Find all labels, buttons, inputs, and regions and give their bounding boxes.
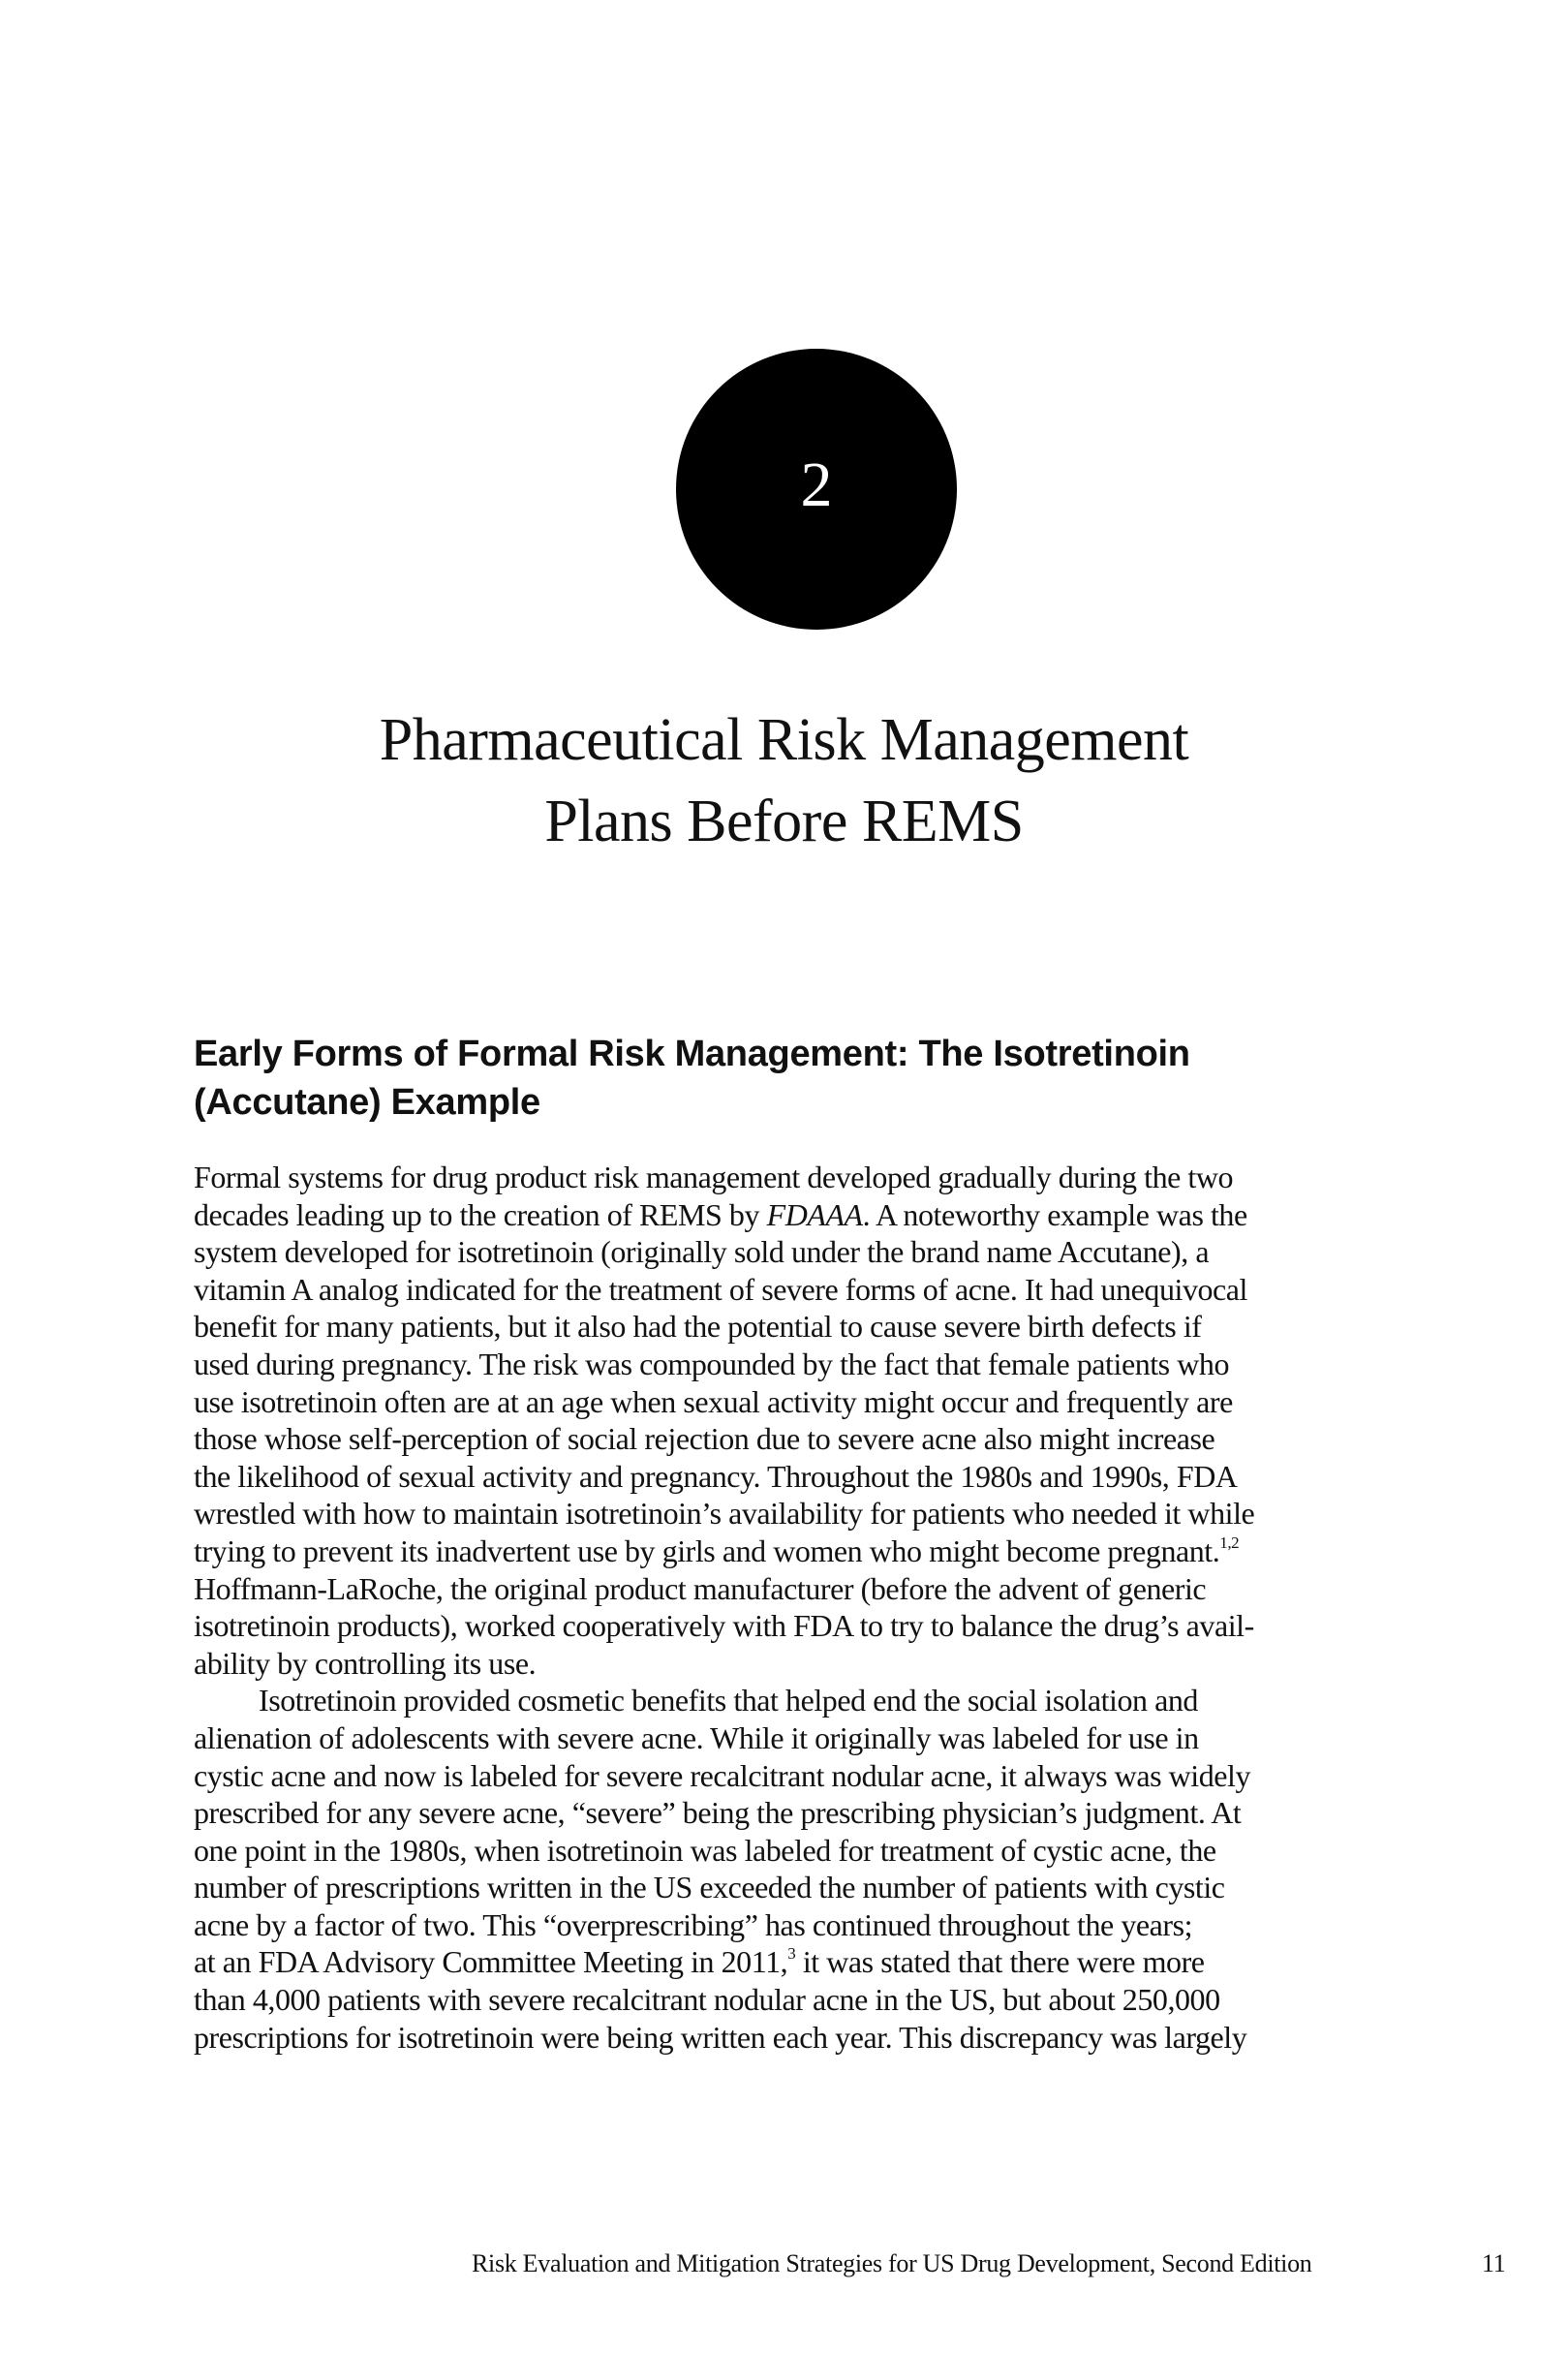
body-line-text: prescriptions for isotretinoin were being written each year. This discrepancy was largely — [194, 2019, 1247, 2055]
chapter-title-line: Plans Before REMS — [544, 789, 1024, 854]
chapter-title — [0, 699, 1568, 862]
body-line — [194, 1383, 1472, 1421]
body-line-text: used during pregnancy. The risk was compounded by the fact that female patients who — [194, 1346, 1229, 1381]
body-line — [194, 1420, 1472, 1458]
body-line-text: those whose self-perception of social rejection due to severe acne also might increase — [194, 1421, 1215, 1457]
body-line — [194, 1271, 1472, 1309]
body-line — [194, 1869, 1472, 1906]
body-line-text: Hoffmann-LaRoche, the original product manufacturer (before the advent of generic — [194, 1570, 1207, 1606]
body-line — [194, 1719, 1472, 1757]
body-line — [194, 1981, 1472, 2019]
section-heading-line: Early Forms of Formal Risk Management: The Isotretinoin — [194, 1034, 1190, 1074]
body-line-text: decades leading up to the creation of REMS by — [194, 1196, 767, 1232]
body-line — [194, 1832, 1472, 1870]
body-line — [194, 1308, 1472, 1346]
body-line-text: trying to prevent its inadvertent use by girls and women who might become pregnant. — [194, 1533, 1220, 1568]
body-line-text: prescribed for any severe acne, “severe” being the prescribing physician’s judgment. At — [194, 1795, 1242, 1831]
body-line-text: Formal systems for drug product risk management developed gradually during the two — [194, 1160, 1234, 1194]
body-line — [194, 2019, 1472, 2057]
body-line — [194, 1682, 1472, 1719]
body-line — [194, 1570, 1472, 1608]
italic-term: FDAAA — [766, 1196, 863, 1232]
body-line-text: . A noteworthy example was the — [862, 1196, 1247, 1232]
body-line — [194, 1233, 1472, 1271]
body-line — [194, 1458, 1472, 1496]
body-line — [194, 1794, 1472, 1832]
body-line-text: vitamin A analog indicated for the treatment of severe forms of acne. It had unequivocal — [194, 1271, 1247, 1307]
body-line — [194, 1196, 1472, 1234]
body-line-text: number of prescriptions written in the US exceeded the number of patients with cystic — [194, 1870, 1225, 1905]
section-heading — [194, 1030, 1395, 1127]
page-number: 11 — [1482, 2249, 1506, 2277]
chapter-title-line: Pharmaceutical Risk Management — [379, 707, 1189, 773]
body-line — [194, 1159, 1472, 1196]
section-heading-line: (Accutane) Example — [194, 1082, 540, 1123]
body-line-text: ability by controlling its use. — [194, 1645, 537, 1681]
body-line-text: than 4,000 patients with severe recalcitrant nodular acne in the US, but about 250,000 — [194, 1982, 1220, 2018]
body-line — [194, 1533, 1472, 1570]
body-line-text: Isotretinoin provided cosmetic benefits that helped end the social isolation and — [259, 1683, 1198, 1718]
body-line-text: one point in the 1980s, when isotretinoin was labeled for treatment of cystic acne, the — [194, 1832, 1216, 1868]
body-line — [194, 1495, 1472, 1533]
body-line — [194, 1607, 1472, 1645]
body-line-text: the likelihood of sexual activity and pregnancy. Throughout the 1980s and 1990s, FDA — [194, 1458, 1238, 1494]
body-line-text: benefit for many patients, but it also had the potential to cause severe birth defects if — [194, 1309, 1202, 1345]
body-line-text: alienation of adolescents with severe acne. While it originally was labeled for use in — [194, 1719, 1199, 1755]
body-line-text: wrestled with how to maintain isotretinoin’s availability for patients who needed it while — [194, 1496, 1255, 1532]
chapter-number-badge — [676, 349, 957, 630]
body-line — [194, 1943, 1472, 1981]
body-line — [194, 1757, 1472, 1795]
body-text — [194, 1159, 1472, 2056]
body-line — [194, 1906, 1472, 1944]
footer-book-title: Risk Evaluation and Mitigation Strategies for US Drug Development, Second Edition — [472, 2249, 1312, 2277]
body-line-text: system developed for isotretinoin (originally sold under the brand name Accutane), a — [194, 1234, 1210, 1270]
body-line-text: cystic acne and now is labeled for severe recalcitrant nodular acne, it always was widely — [194, 1757, 1251, 1793]
body-line — [194, 1346, 1472, 1383]
citation-superscript: 3 — [787, 1944, 796, 1964]
body-line-text: at an FDA Advisory Committee Meeting in 2011, — [194, 1944, 788, 1980]
body-line-text: use isotretinoin often are at an age when sexual activity might occur and frequently are — [194, 1383, 1233, 1419]
body-line-text: acne by a factor of two. This “overprescribing” has continued throughout the years; — [194, 1906, 1193, 1942]
citation-superscript: 1,2 — [1219, 1533, 1240, 1552]
chapter-number: 2 — [800, 449, 833, 520]
body-line-text: it was stated that there were more — [795, 1944, 1205, 1980]
body-line-text: isotretinoin products), worked cooperatively with FDA to try to balance the drug’s avail- — [194, 1608, 1254, 1644]
body-line — [194, 1645, 1472, 1683]
